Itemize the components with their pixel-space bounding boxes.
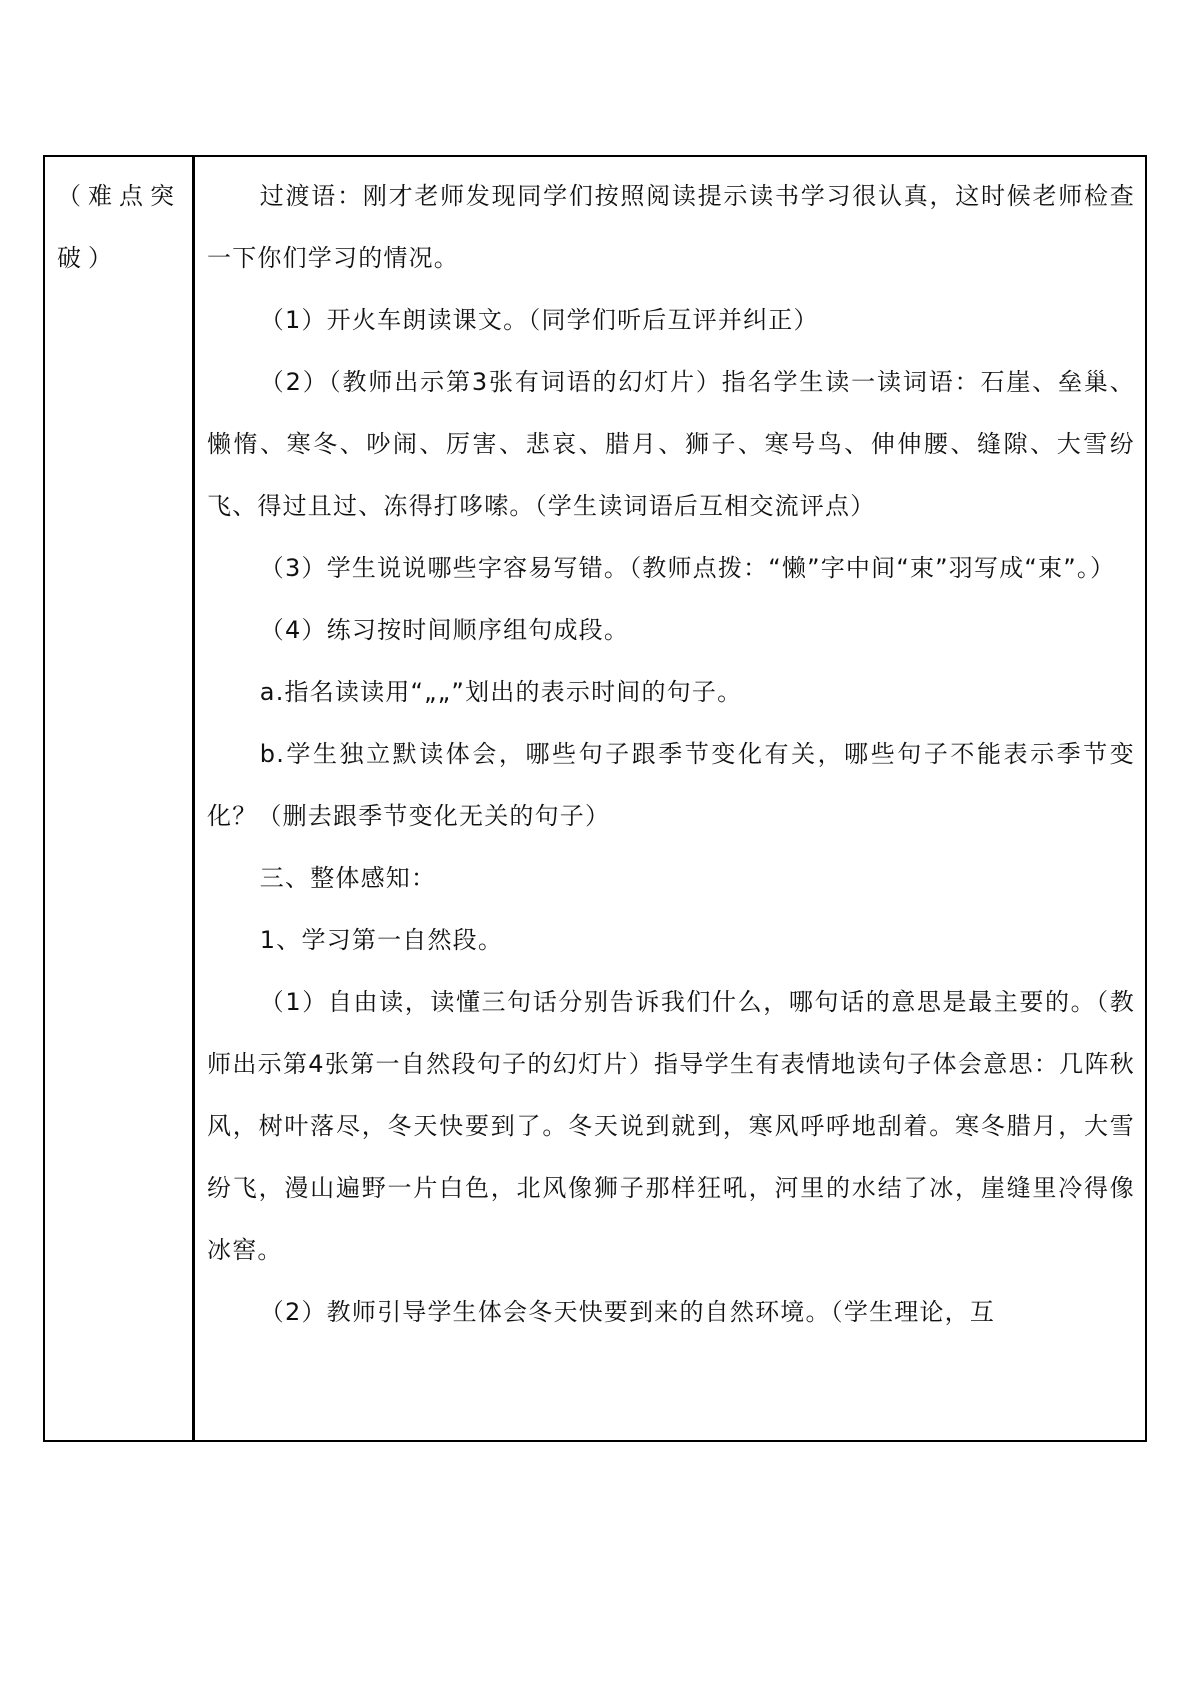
section-heading-overall: 三、整体感知： [259,864,437,892]
section-label-cell [44,156,194,1441]
paragraph-step-4: （4）练习按时间顺序组句成段。 [259,616,630,644]
section-label: （难点突破） [57,182,181,272]
paragraph-step-4b: b.学生独立默读体会，哪些句子跟季节变化有关，哪些句子不能表示季节变化？（删去跟季节变化无关的句子） [207,740,1135,830]
table-row [44,156,1146,1441]
paragraph-teacher-guide: （2）教师引导学生体会冬天快要到来的自然环境。（学生理论，互 [259,1298,996,1326]
paragraph-step-3: （3）学生说说哪些字容易写错。（教师点拨：“懒”字中间“束”羽写成“束”。） [259,554,1116,582]
paragraph-transition: 过渡语：刚才老师发现同学们按照阅读提示读书学习很认真，这时候老师检查一下你们学习的情况。 [207,182,1135,272]
paragraph-step-1: （1）开火车朗读课文。（同学们听后互评并纠正） [259,306,819,334]
content-body [195,157,1145,1343]
paragraph-step-4a: a.指名读读用“„„”划出的表示时间的句子。 [259,678,743,706]
subheading-paragraph-1: 1、学习第一自然段。 [259,926,504,954]
paragraph-free-reading: （1）自由读，读懂三句话分别告诉我们什么，哪句话的意思是最主要的。（教师出示第4张第一自然段句子的幻灯片）指导学生有表情地读句子体会意思：几阵秋风，树叶落尽，冬天快要到了。冬天说到就到，寒风呼呼地刮着。寒冬腊月，大雪纷飞，漫山遍野一片白色，北风像狮子那样狂吼，河里的水结了冰，崖缝里冷得像冰窖。 [207,988,1135,1264]
lesson-plan-table [43,155,1147,1442]
content-cell [194,156,1147,1441]
paragraph-step-2: （2）（教师出示第3张有词语的幻灯片）指名学生读一读词语：石崖、垒巢、懒惰、寒冬、吵闹、厉害、悲哀、腊月、狮子、寒号鸟、伸伸腰、缝隙、大雪纷飞、得过且过、冻得打哆嗦。（学生读词语后互相交流评点） [207,368,1135,520]
